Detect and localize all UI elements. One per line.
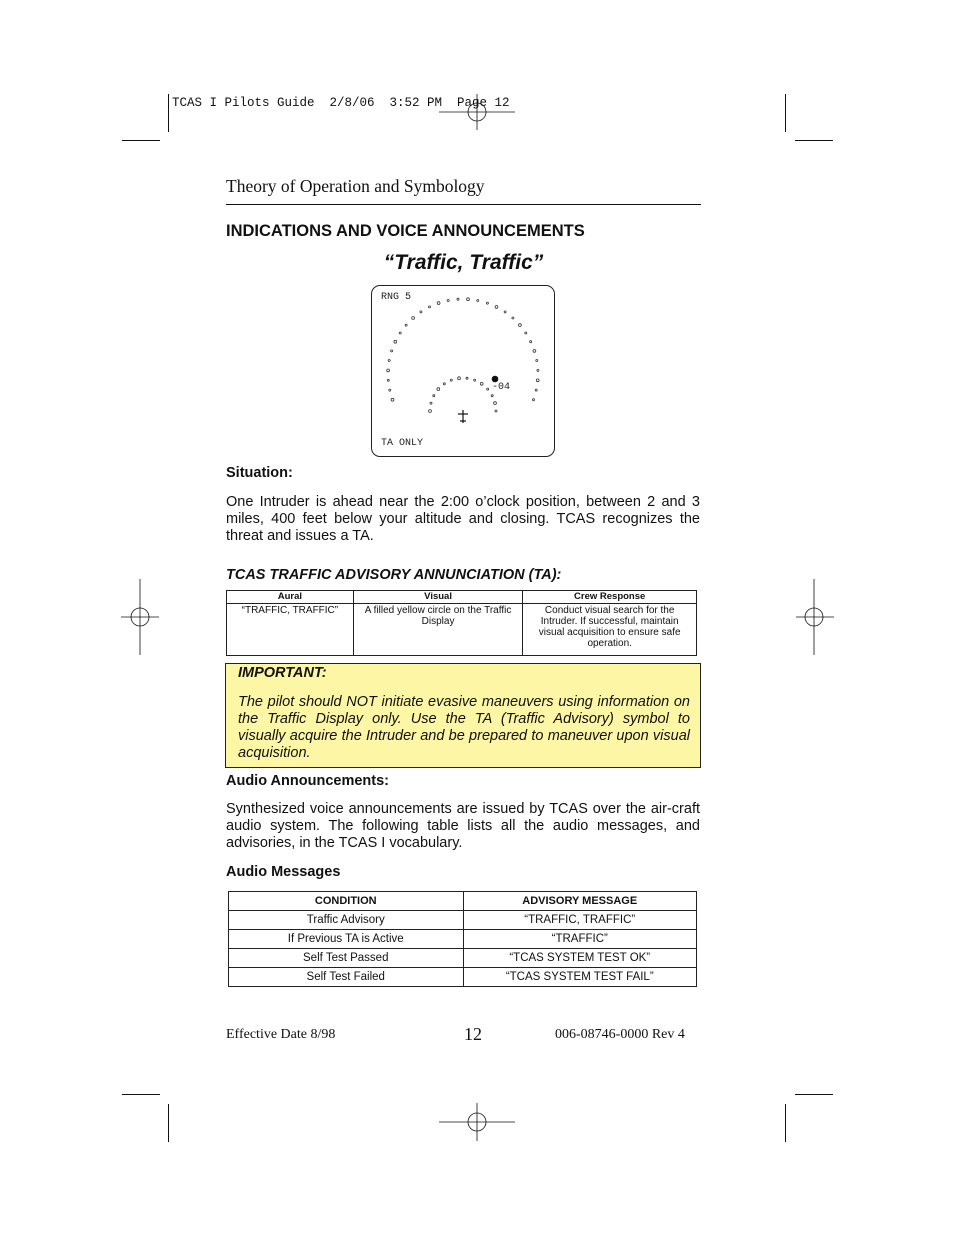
table-cell: A filled yellow circle on the Traffic Display [353, 604, 523, 656]
audio-announcements-label: Audio Announcements: [226, 773, 389, 789]
range-ring-dot [457, 298, 459, 300]
important-text: The pilot should NOT initiate evasive maneuvers using information on the Traffic Display only. Use the TA (Traffic Advisory) symbol to visually acquire the Intruder and be prepared to maneuver upon visual acquisition. [238, 694, 690, 761]
range-ring-dot [487, 388, 489, 390]
range-ring-dot [477, 300, 479, 302]
table-row [229, 968, 697, 987]
column-header: Crew Response [523, 591, 697, 604]
outer-range-ring [387, 298, 539, 401]
range-ring-dot [429, 410, 432, 413]
range-ring-dot [533, 350, 536, 353]
table-cell: If Previous TA is Active [229, 930, 464, 949]
range-ring-dot [525, 332, 527, 334]
table-row [227, 604, 697, 656]
range-ring-dot [437, 388, 440, 391]
audio-messages-label: Audio Messages [226, 864, 341, 880]
crop-mark [122, 1094, 160, 1095]
range-ring-dot [391, 350, 393, 352]
footer-doc-number: 006-08746-0000 Rev 4 [555, 1027, 685, 1042]
range-ring-dot [504, 311, 506, 313]
column-header: Aural [227, 591, 354, 604]
range-ring-dot [536, 379, 539, 382]
header-rule [226, 204, 701, 205]
column-header: ADVISORY MESSAGE [463, 892, 697, 911]
section-heading: INDICATIONS AND VOICE ANNOUNCEMENTS [226, 222, 585, 240]
range-ring-dot [480, 382, 483, 385]
traffic-display [371, 285, 555, 457]
own-aircraft-icon [458, 410, 468, 423]
range-ring-dot [467, 298, 470, 301]
important-title: IMPORTANT: [238, 665, 327, 681]
situation-text: One Intruder is ahead near the 2:00 o’clock position, between 2 and 3 miles, 400 feet below your altitude and closing. TCAS recognizes the threat and issues a TA. [226, 494, 700, 544]
table-header-row [227, 591, 697, 604]
range-ring-dot [447, 300, 449, 302]
ta-annunciation-table [226, 590, 697, 656]
chapter-title: Theory of Operation and Symbology [226, 176, 485, 196]
table-cell: “TRAFFIC, TRAFFIC” [463, 911, 697, 930]
range-ring-dot [474, 379, 476, 381]
range-ring-dot [433, 395, 435, 397]
table-cell: Traffic Advisory [229, 911, 464, 930]
page-number: 12 [464, 1024, 482, 1044]
range-label: RNG 5 [381, 292, 412, 303]
range-ring-dot [420, 311, 422, 313]
table-cell: “TCAS SYSTEM TEST FAIL” [463, 968, 697, 987]
table-cell: “TCAS SYSTEM TEST OK” [463, 949, 697, 968]
mode-label: TA ONLY [381, 438, 424, 449]
range-ring-dot [443, 383, 445, 385]
crop-mark [168, 94, 169, 132]
range-ring-dot [387, 369, 390, 372]
column-header: CONDITION [229, 892, 464, 911]
range-ring-dot [486, 302, 488, 304]
range-ring-dot [458, 377, 461, 380]
audio-messages-table [228, 891, 697, 987]
registration-mark-left [121, 579, 161, 655]
range-ring-dot [429, 306, 431, 308]
range-ring-dot [536, 360, 538, 362]
range-ring-dot [494, 402, 497, 405]
table-header-row [229, 892, 697, 911]
table-cell: Conduct visual search for the Intruder. If successful, maintain visual acquisition to ensure safe operation. [523, 604, 697, 656]
footer-effective-date: Effective Date 8/98 [226, 1027, 336, 1042]
crop-mark [795, 1094, 833, 1095]
range-ring-dot [412, 317, 415, 320]
range-ring-dot [437, 302, 440, 305]
range-ring-dot [399, 332, 401, 334]
range-ring-dot [389, 389, 391, 391]
situation-label: Situation: [226, 465, 293, 481]
print-slug: TCAS I Pilots Guide 2/8/06 3:52 PM Page 12 [172, 96, 510, 110]
range-ring-dot [430, 402, 432, 404]
range-ring-dot [535, 389, 537, 391]
crop-mark [795, 140, 833, 141]
range-ring-dot [512, 317, 514, 319]
voice-title: “Traffic, Traffic” [383, 251, 544, 274]
table-row [229, 949, 697, 968]
ta-table-heading: TCAS TRAFFIC ADVISORY ANNUNCIATION (TA): [226, 567, 562, 583]
table-cell: Self Test Failed [229, 968, 464, 987]
range-ring-dot [387, 379, 389, 381]
column-header: Visual [353, 591, 523, 604]
range-ring-dot [394, 340, 397, 343]
range-rings [372, 286, 554, 456]
table-row [229, 930, 697, 949]
range-ring-dot [495, 410, 497, 412]
range-ring-dot [466, 377, 468, 379]
range-ring-dot [491, 395, 493, 397]
range-ring-dot [533, 399, 535, 401]
table-cell: “TRAFFIC, TRAFFIC” [227, 604, 354, 656]
audio-announcements-text: Synthesized voice announcements are issued by TCAS over the air-craft audio system. The following table lists all the audio messages, and advisories, in the TCAS I vocabulary. [226, 801, 700, 851]
registration-mark-right [794, 579, 834, 655]
registration-mark-bottom [439, 1103, 515, 1143]
table-row [229, 911, 697, 930]
range-ring-dot [391, 398, 394, 401]
table-cell: “TRAFFIC” [463, 930, 697, 949]
important-callout [225, 663, 701, 768]
crop-mark [168, 1104, 169, 1142]
inner-range-ring [429, 377, 497, 413]
range-ring-dot [519, 324, 522, 327]
range-ring-dot [405, 324, 407, 326]
range-ring-dot [388, 360, 390, 362]
crop-mark [122, 140, 160, 141]
range-ring-dot [530, 341, 532, 343]
range-ring-dot [537, 369, 539, 371]
table-cell: Self Test Passed [229, 949, 464, 968]
crop-mark [785, 94, 786, 132]
intruder-altitude-tag: -04 [492, 382, 511, 393]
range-ring-dot [495, 306, 498, 309]
crop-mark [785, 1104, 786, 1142]
range-ring-dot [450, 379, 452, 381]
